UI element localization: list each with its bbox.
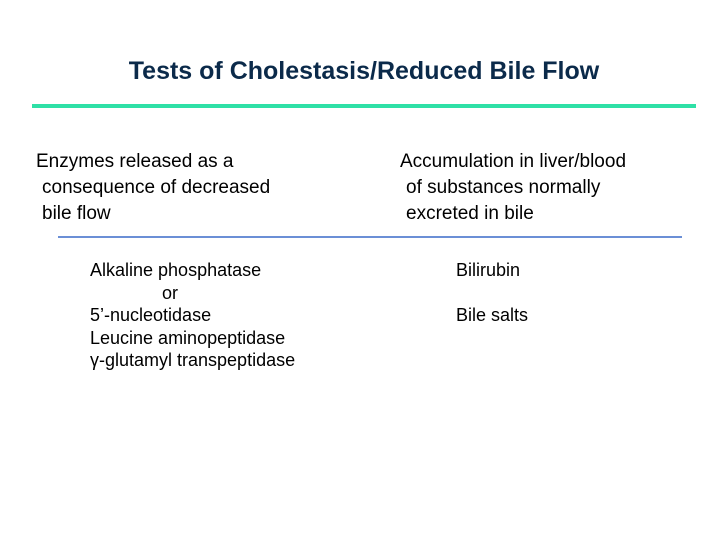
or-connector: or xyxy=(162,282,179,303)
right-heading-line: of substances normally xyxy=(406,177,601,198)
right-heading-line: Accumulation in liver/blood xyxy=(400,151,627,172)
enzyme-test-item: 5’-nucleotidase xyxy=(90,305,212,325)
slide-title: Tests of Cholestasis/Reduced Bile Flow xyxy=(128,57,600,85)
enzyme-test-item: γ-glutamyl transpeptidase xyxy=(90,350,296,370)
list-spacer xyxy=(456,282,528,305)
left-heading-line: bile flow xyxy=(42,203,111,224)
enzyme-test-item: Leucine aminopeptidase xyxy=(90,327,286,348)
substance-test-list xyxy=(456,259,528,327)
right-column-heading xyxy=(400,149,626,227)
enzyme-test-item: Alkaline phosphatase xyxy=(90,260,262,280)
substance-test-item: Bilirubin xyxy=(456,260,521,280)
left-heading-line: Enzymes released as a xyxy=(36,151,234,172)
enzyme-test-list xyxy=(90,259,295,372)
left-column-heading xyxy=(36,149,270,227)
title-underline xyxy=(32,104,696,108)
section-divider xyxy=(58,236,682,238)
right-heading-line: excreted in bile xyxy=(406,203,534,224)
substance-test-item: Bile salts xyxy=(456,305,529,325)
left-heading-line: consequence of decreased xyxy=(42,177,271,198)
